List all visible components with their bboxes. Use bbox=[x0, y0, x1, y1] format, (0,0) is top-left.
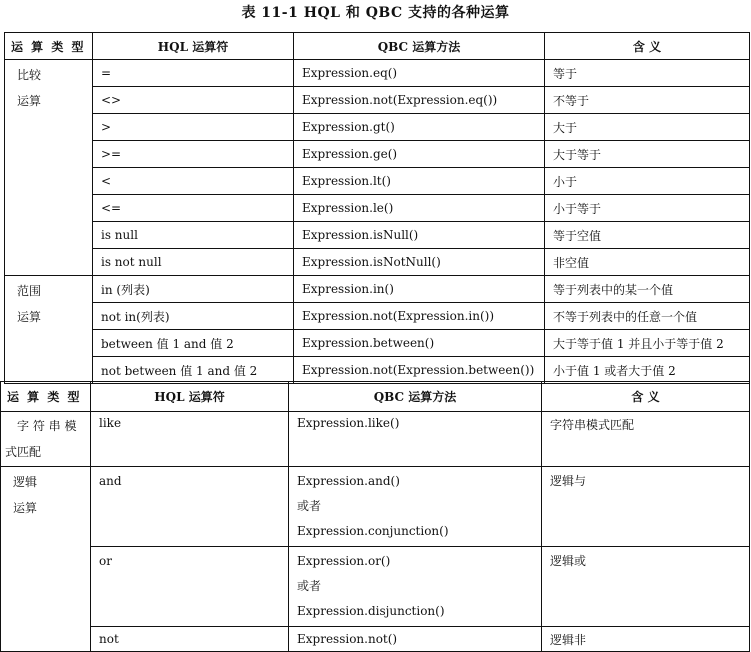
table-row bbox=[5, 249, 750, 276]
hql-cell: and bbox=[91, 467, 289, 547]
meaning-cell: 逻辑或 bbox=[542, 547, 750, 627]
qbc-cell: Expression.and() 或者 Expression.conjunction() bbox=[289, 467, 542, 547]
meaning-cell: 不等于列表中的任意一个值 bbox=[545, 303, 750, 330]
hql-cell: not between 值 1 and 值 2 bbox=[93, 357, 294, 384]
meaning-cell: 不等于 bbox=[545, 87, 750, 114]
table-row bbox=[5, 141, 750, 168]
category-cell-logic: 逻辑 运算 bbox=[1, 467, 91, 652]
hql-cell: <> bbox=[93, 87, 294, 114]
table-row bbox=[5, 276, 750, 303]
table-row bbox=[5, 168, 750, 195]
qbc-cell: Expression.between() bbox=[294, 330, 545, 357]
qbc-cell: Expression.lt() bbox=[294, 168, 545, 195]
table-row bbox=[5, 303, 750, 330]
table-header-row bbox=[1, 382, 750, 412]
qbc-cell: Expression.or() 或者 Expression.disjunction() bbox=[289, 547, 542, 627]
table-row bbox=[5, 114, 750, 141]
qbc-cell: Expression.isNull() bbox=[294, 222, 545, 249]
table-row bbox=[5, 87, 750, 114]
table-row bbox=[5, 60, 750, 87]
meaning-cell: 非空值 bbox=[545, 249, 750, 276]
header-qbc: QBC 运算方法 bbox=[294, 33, 545, 60]
qbc-cell: Expression.not(Expression.between()) bbox=[294, 357, 545, 384]
header-category: 运 算 类 型 bbox=[1, 382, 91, 412]
meaning-cell: 大于 bbox=[545, 114, 750, 141]
qbc-cell: Expression.not(Expression.eq()) bbox=[294, 87, 545, 114]
operations-table-part1 bbox=[4, 32, 750, 384]
qbc-cell: Expression.ge() bbox=[294, 141, 545, 168]
meaning-cell: 等于列表中的某一个值 bbox=[545, 276, 750, 303]
table-row bbox=[1, 547, 750, 627]
qbc-cell: Expression.not(Expression.in()) bbox=[294, 303, 545, 330]
qbc-cell: Expression.not() bbox=[289, 627, 542, 652]
header-meaning: 含 义 bbox=[545, 33, 750, 60]
hql-cell: like bbox=[91, 412, 289, 467]
hql-cell: not bbox=[91, 627, 289, 652]
category-cell-range: 范围 运算 bbox=[5, 276, 93, 384]
hql-cell: between 值 1 and 值 2 bbox=[93, 330, 294, 357]
header-qbc: QBC 运算方法 bbox=[289, 382, 542, 412]
hql-cell: is null bbox=[93, 222, 294, 249]
hql-cell: < bbox=[93, 168, 294, 195]
qbc-cell: Expression.le() bbox=[294, 195, 545, 222]
table-header-row bbox=[5, 33, 750, 60]
header-meaning: 含 义 bbox=[542, 382, 750, 412]
qbc-cell: Expression.gt() bbox=[294, 114, 545, 141]
qbc-cell: Expression.like() bbox=[289, 412, 542, 467]
hql-cell: > bbox=[93, 114, 294, 141]
meaning-cell: 等于空值 bbox=[545, 222, 750, 249]
header-category: 运 算 类 型 bbox=[5, 33, 93, 60]
header-hql: HQL 运算符 bbox=[91, 382, 289, 412]
table-row bbox=[5, 195, 750, 222]
operations-table-part2 bbox=[0, 381, 750, 652]
hql-cell: in (列表) bbox=[93, 276, 294, 303]
category-cell-comparison: 比较 运算 bbox=[5, 60, 93, 276]
meaning-cell: 大于等于 bbox=[545, 141, 750, 168]
qbc-cell: Expression.isNotNull() bbox=[294, 249, 545, 276]
table-row bbox=[5, 222, 750, 249]
meaning-cell: 逻辑非 bbox=[542, 627, 750, 652]
table-row bbox=[5, 330, 750, 357]
meaning-cell: 小于等于 bbox=[545, 195, 750, 222]
table-row bbox=[1, 467, 750, 547]
hql-cell: >= bbox=[93, 141, 294, 168]
meaning-cell: 等于 bbox=[545, 60, 750, 87]
header-hql: HQL 运算符 bbox=[93, 33, 294, 60]
meaning-cell: 大于等于值 1 并且小于等于值 2 bbox=[545, 330, 750, 357]
hql-cell: not in(列表) bbox=[93, 303, 294, 330]
hql-cell: = bbox=[93, 60, 294, 87]
hql-cell: is not null bbox=[93, 249, 294, 276]
meaning-cell: 小于 bbox=[545, 168, 750, 195]
hql-cell: <= bbox=[93, 195, 294, 222]
hql-cell: or bbox=[91, 547, 289, 627]
meaning-cell: 小于值 1 或者大于值 2 bbox=[545, 357, 750, 384]
table-row bbox=[1, 412, 750, 467]
qbc-cell: Expression.eq() bbox=[294, 60, 545, 87]
table-caption: 表 11-1 HQL 和 QBC 支持的各种运算 bbox=[241, 5, 510, 21]
qbc-cell: Expression.in() bbox=[294, 276, 545, 303]
table-row bbox=[5, 357, 750, 384]
category-cell-pattern: 字 符 串 模 式匹配 bbox=[1, 412, 91, 467]
meaning-cell: 字符串模式匹配 bbox=[542, 412, 750, 467]
meaning-cell: 逻辑与 bbox=[542, 467, 750, 547]
